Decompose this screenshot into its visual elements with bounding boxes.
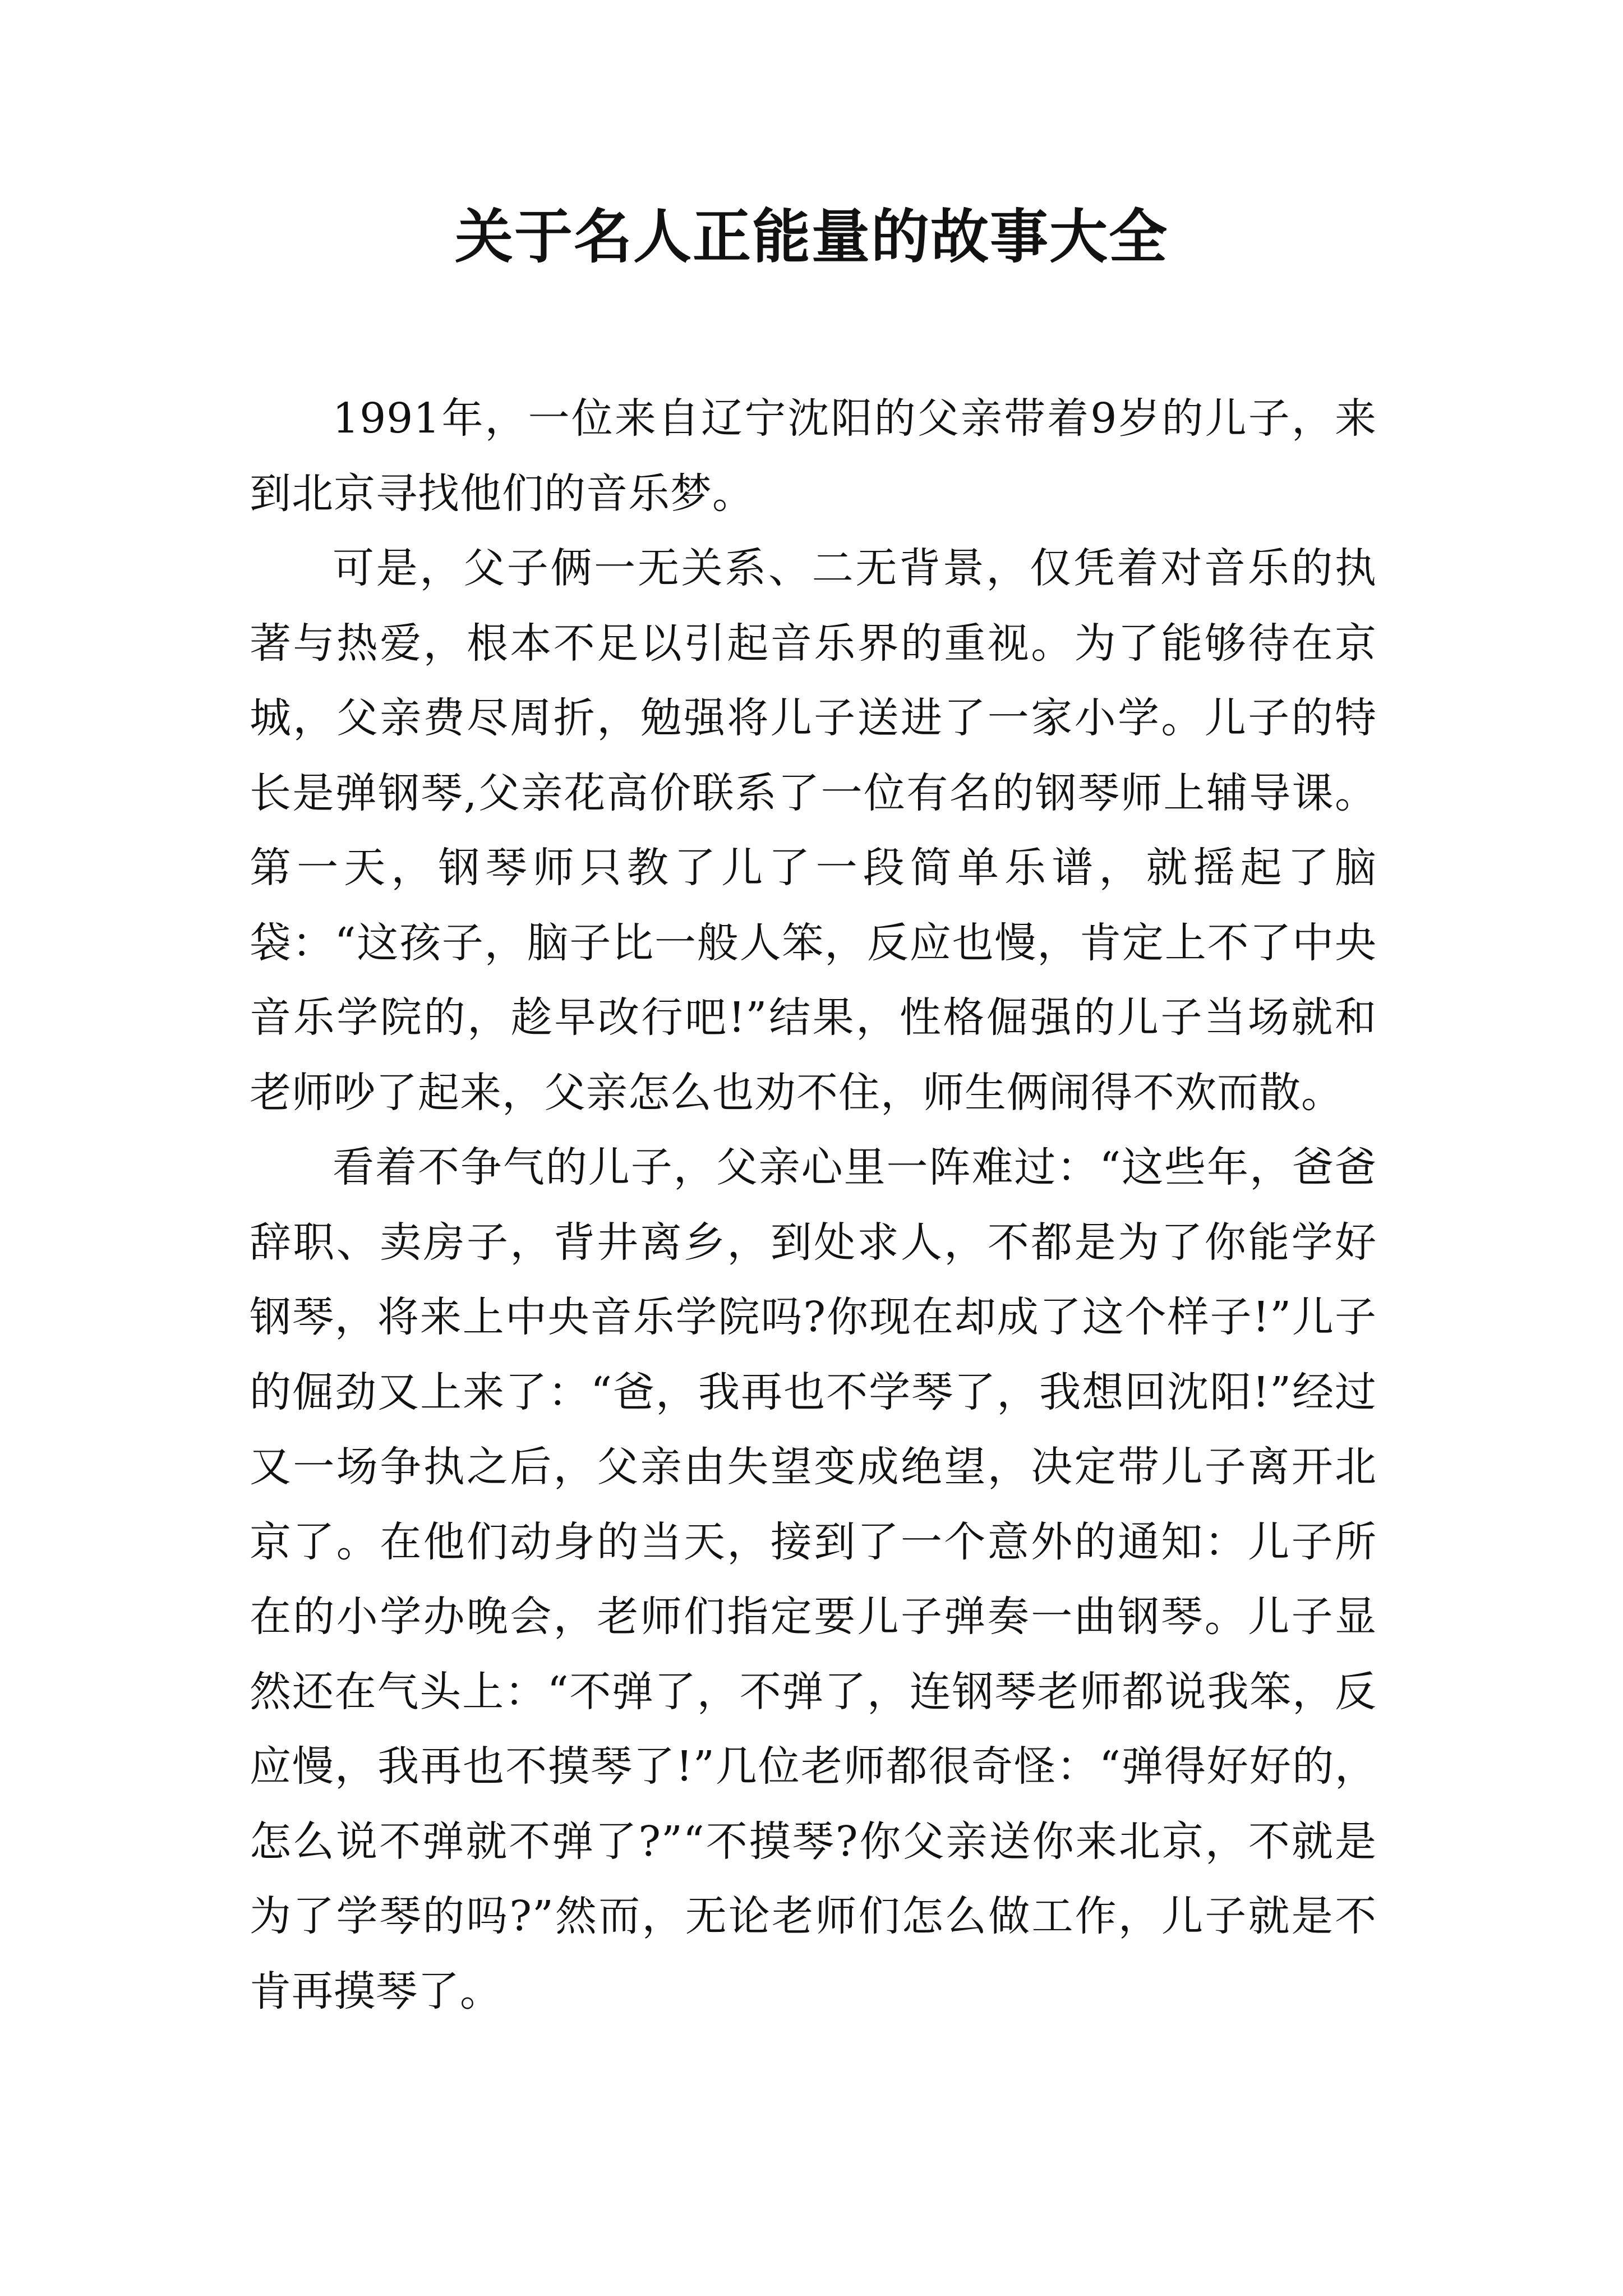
document-title: 关于名人正能量的故事大全 xyxy=(454,203,1168,271)
paragraph-3: 看着不争气的儿子，父亲心里一阵难过：“这些年，爸爸辞职、卖房子，背井离乡，到处求人，不都是为了你能学好钢琴，将来上中央音乐学院吗?你现在却成了这个样子!”儿子的倔劲又上来了：“爸，我再也不学琴了，我想回沈阳!”经过又一场争执之后，父亲由失望变成绝望，决定带儿子离开北京了。在他们动身的当天，接到了一个意外的通知：儿子所在的小学办晚会，老师们指定要儿子弹奏一曲钢琴。儿子显然还在气头上：“不弹了，不弹了，连钢琴老师都说我笨，反应慢，我再也不摸琴了!”几位老师都很奇怪：“弹得好好的，怎么说不弹就不弹了?”“不摸琴?你父亲送你来北京，不就是为了学琴的吗?”然而，无论老师们怎么做工作，儿子就是不肯再摸琴了。 xyxy=(250,1143,1377,2016)
document-body xyxy=(250,381,1377,2029)
paragraph-2: 可是，父子俩一无关系、二无背景，仅凭着对音乐的执著与热爱，根本不足以引起音乐界的重视。为了能够待在京城，父亲费尽周折，勉强将儿子送进了一家小学。儿子的特长是弹钢琴,父亲花高价联系了一位有名的钢琴师上辅导课。第一天，钢琴师只教了儿了一段简单乐谱，就摇起了脑袋：“这孩子，脑子比一般人笨，反应也慢，肯定上不了中央音乐学院的，趁早改行吧!”结果，性格倔强的儿子当场就和老师吵了起来，父亲怎么也劝不住，师生俩闹得不欢而散。 xyxy=(250,544,1377,1117)
paragraph-1: 1991年，一位来自辽宁沈阳的父亲带着9岁的儿子，来到北京寻找他们的音乐梦。 xyxy=(250,394,1377,518)
